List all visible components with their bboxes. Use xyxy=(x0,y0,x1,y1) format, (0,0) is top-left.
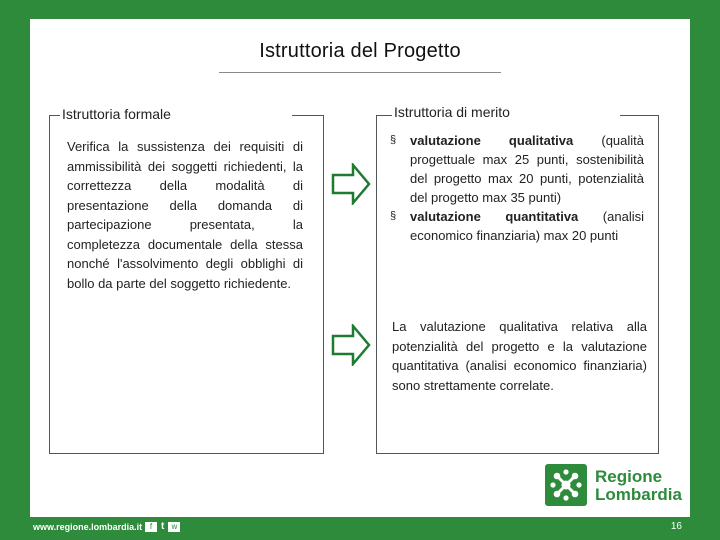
social-icons xyxy=(145,520,180,534)
criterion-detail: (qualità progettuale max 25 punti, sostenibilità del progetto max 20 punti, potenzialità del progetto max 35 punti) xyxy=(410,133,645,205)
website-link[interactable]: www.regione.lombardia.it xyxy=(33,522,143,532)
merit-criteria-list xyxy=(390,131,644,245)
formal-review-text: Verifica la sussistenza dei requisiti di ammissibilità dei soggetti richiedenti, la correttezza della modalità di presentazione della domanda di partecipazione presentata, la completezza documentale della stessa nonché l'assolvimento degli obblighi di bollo da parte del soggetto richiedente. xyxy=(67,139,303,291)
facebook-icon[interactable]: f xyxy=(145,522,157,532)
right-arrow-icon xyxy=(331,324,371,366)
title-underline xyxy=(219,72,501,73)
list-item xyxy=(390,131,644,207)
logo-line-1: Regione xyxy=(595,467,663,486)
regione-lombardia-logo xyxy=(545,464,682,508)
rosa-camuna-icon xyxy=(545,464,587,506)
merit-review-note: La valutazione qualitativa relativa alla potenzialità del progetto e la valutazione quantitativa (analisi economico finanziaria) sono strettamente correlate. xyxy=(392,319,647,393)
logo-text xyxy=(595,468,682,504)
slide-title: Istruttoria del Progetto xyxy=(259,40,461,62)
criterion-title: valutazione qualitativa xyxy=(410,133,574,148)
bullet-marker: § xyxy=(390,210,397,222)
list-item xyxy=(390,207,644,245)
web-icon[interactable]: w xyxy=(168,522,180,532)
merit-review-label: Istruttoria di merito xyxy=(392,104,620,120)
criterion-title: valutazione quantitativa xyxy=(410,209,579,224)
logo-line-2: Lombardia xyxy=(595,485,682,504)
right-arrow-icon xyxy=(331,163,371,205)
bullet-marker: § xyxy=(390,134,397,146)
criterion-detail: (analisi economico finanziaria) max 20 punti xyxy=(410,209,644,243)
twitter-icon[interactable]: t xyxy=(161,521,165,532)
formal-review-label: Istruttoria formale xyxy=(60,106,292,122)
page-number: 16 xyxy=(670,521,682,532)
